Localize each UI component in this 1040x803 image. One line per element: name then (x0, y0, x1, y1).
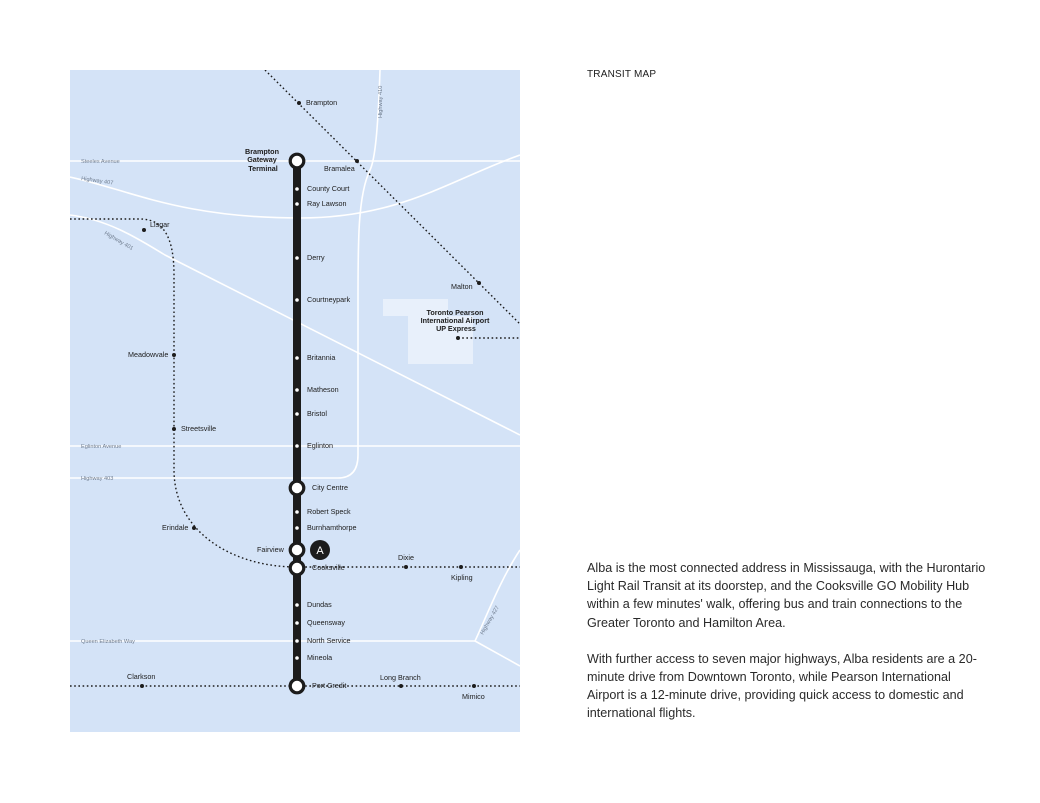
alba-marker-label: A (316, 545, 324, 557)
station-queensway (295, 621, 299, 625)
station-matheson (295, 388, 299, 392)
label-highway-407: Highway 407 (80, 176, 114, 187)
station-britannia (295, 356, 299, 360)
milton-go-line (70, 219, 297, 567)
label-burnhamthorpe: Burnhamthorpe (307, 523, 357, 532)
label-bramalea: Bramalea (324, 164, 355, 173)
station-bramalea (355, 159, 359, 163)
label-north-service: North Service (307, 636, 351, 645)
label-port-credit: Port Credit (312, 681, 347, 690)
station-county-court (295, 187, 299, 191)
label-queensway: Queensway (307, 618, 345, 627)
label-toronto-pearson: Toronto Pearson International Airport UP Express (420, 308, 490, 333)
station-dundas (295, 603, 299, 607)
label-streetsville: Streetsville (181, 424, 217, 433)
transit-map (70, 70, 520, 732)
label-dundas: Dundas (307, 600, 332, 609)
label-courtneypark: Courtneypark (307, 295, 351, 304)
station-erindale (192, 526, 196, 530)
station-pearson-up (456, 336, 460, 340)
label-eglinton-station: Eglinton (307, 441, 333, 450)
label-qew: Queen Elizabeth Way (81, 639, 135, 645)
label-erindale: Erindale (162, 523, 189, 532)
station-burnhamthorpe (295, 526, 299, 530)
station-robert-speck (295, 510, 299, 514)
hub-fairview (290, 543, 304, 557)
label-highway-401: Highway 401 (103, 230, 135, 252)
label-meadowvale: Meadowvale (128, 350, 169, 359)
label-highway-403: Highway 403 (81, 476, 114, 482)
station-bristol (295, 412, 299, 416)
station-derry (295, 256, 299, 260)
hub-city-centre (290, 481, 304, 495)
label-brampton: Brampton (306, 98, 338, 107)
label-lisgar: Lisgar (150, 220, 170, 229)
section-title: TRANSIT MAP (587, 69, 657, 80)
hub-port-credit (290, 679, 304, 693)
station-eglinton (295, 444, 299, 448)
label-city-centre: City Centre (312, 483, 348, 492)
station-kipling (459, 565, 463, 569)
station-lisgar (142, 228, 146, 232)
description-paragraph: Alba is the most connected address in Mississauga, with the Hurontario Light Rail Transit at its doorstep, and the Cooksville GO Mobility Hub within a few minutes' walk, offering bus and train connections to the Greater Toronto and Hamilton Area. (587, 561, 986, 630)
label-clarkson: Clarkson (127, 672, 156, 681)
label-cooksville: Cooksville (312, 563, 345, 572)
hub-cooksville (290, 561, 304, 575)
station-north-service (295, 639, 299, 643)
station-clarkson (140, 684, 144, 688)
station-mimico (472, 684, 476, 688)
label-eglinton-avenue: Eglinton Avenue (81, 444, 122, 450)
label-robert-speck: Robert Speck (307, 507, 351, 516)
label-brampton-gateway: Brampton Gateway Terminal (245, 147, 279, 173)
station-brampton (297, 101, 301, 105)
label-fairview: Fairview (257, 545, 284, 554)
station-ray-lawson (295, 202, 299, 206)
alba-location-marker (310, 540, 330, 560)
description-paragraph: With further access to seven major highways, Alba residents are a 20-minute drive from Downtown Toronto, while Pearson International Airport is a 12-minute drive, providing quick access to domestic and international flights. (587, 651, 977, 721)
kitchener-go-line (265, 70, 520, 324)
hub-brampton-gateway (290, 154, 304, 168)
label-long-branch: Long Branch (380, 673, 421, 682)
station-streetsville (172, 427, 176, 431)
label-matheson: Matheson (307, 385, 339, 394)
station-courtneypark (295, 298, 299, 302)
label-mimico: Mimico (462, 692, 485, 701)
label-ray-lawson: Ray Lawson (307, 199, 347, 208)
label-highway-410: Highway 410 (378, 85, 384, 118)
station-dixie (404, 565, 408, 569)
label-dixie: Dixie (398, 553, 414, 562)
label-kipling: Kipling (451, 573, 473, 582)
station-meadowvale (172, 353, 176, 357)
label-county-court: County Court (307, 184, 350, 193)
label-mineola: Mineola (307, 653, 333, 662)
label-steeles-avenue: Steeles Avenue (81, 159, 120, 165)
label-malton: Malton (451, 282, 473, 291)
station-malton (477, 281, 481, 285)
station-long-branch (399, 684, 403, 688)
description-block (587, 559, 987, 741)
label-highway-427: Highway 427 (479, 604, 501, 636)
label-britannia: Britannia (307, 353, 336, 362)
road-labels (81, 86, 501, 645)
label-derry: Derry (307, 253, 325, 262)
label-bristol: Bristol (307, 409, 327, 418)
station-mineola (295, 656, 299, 660)
